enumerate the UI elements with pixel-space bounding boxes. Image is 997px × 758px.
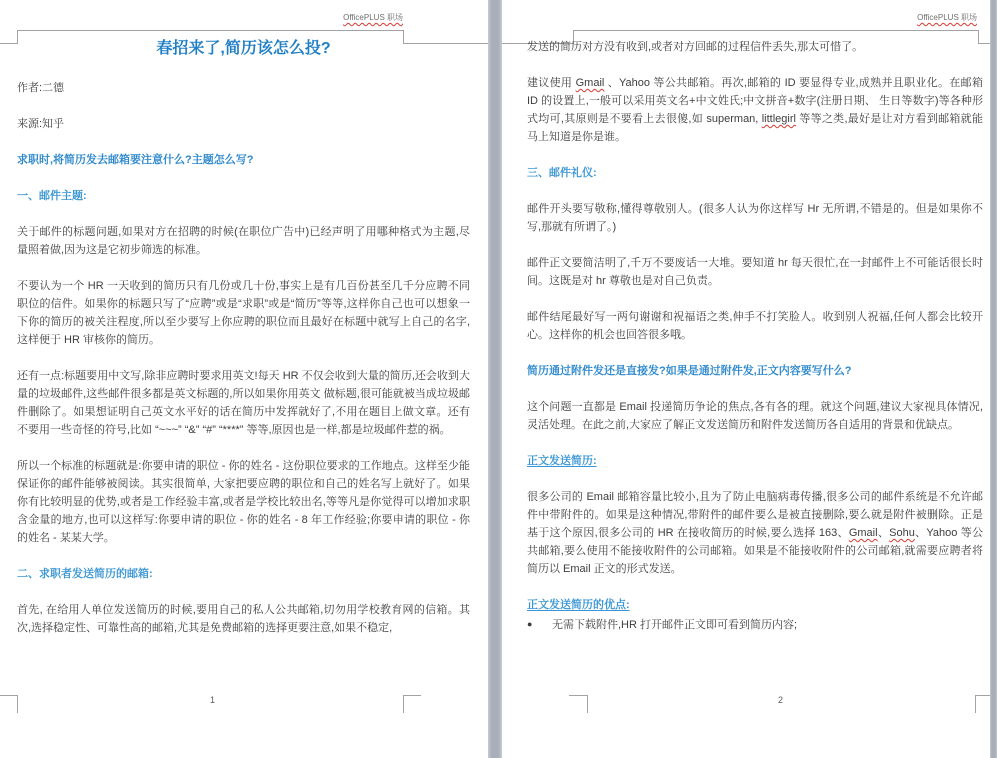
- document-title: 春招来了,简历该怎么投?: [156, 40, 331, 57]
- spellcheck-word: Sohu: [889, 527, 915, 539]
- question-heading: 求职时,将简历发去邮箱要注意什么?主题怎么写?: [17, 154, 254, 166]
- text-boundary-mark: [403, 695, 404, 713]
- document-page-1[interactable]: [0, 0, 488, 758]
- question-heading: 简历通过附件发还是直接发?如果是通过附件发,正文内容要写什么?: [527, 365, 852, 377]
- spellcheck-word: littlegirl: [761, 113, 796, 125]
- paragraph: 建议使用 Gmail 、Yahoo 等公共邮箱。再次,邮箱的 ID 要显得专业,成熟并且职业化。在邮箱 ID 的设置上,一般可以采用英文名+中文姓氏;中文拼音+数字(注册日期、 生日等数字)等各种形式均可,其原则是不要看上去很傻,如 superman, littlegirl 等等之类,最好是让对方看到邮箱就能马上知道是你是谁。: [527, 77, 983, 143]
- paragraph: 关于邮件的标题问题,如果对方在招聘的时候(在职位广告中)已经声明了用哪种格式为主题,尽量照着做,因为这是它初步筛选的标准。: [17, 226, 470, 256]
- section-heading: 一、邮件主题:: [17, 190, 87, 202]
- page-1-content: [0, 0, 488, 655]
- text-boundary-mark: [17, 695, 18, 713]
- text-boundary-mark: [587, 695, 588, 713]
- text-boundary-mark: [0, 695, 17, 696]
- spellcheck-word: Gmail: [575, 77, 605, 89]
- source-line: 来源:知乎: [17, 118, 65, 130]
- header-brand: OfficePLUS 职场: [343, 13, 403, 22]
- sub-heading: 正文发送简历:: [527, 455, 597, 467]
- text-boundary-mark: [403, 695, 421, 696]
- text-boundary-mark: [569, 695, 587, 696]
- page-2-content: [502, 0, 990, 652]
- paragraph: 这个问题一直都是 Email 投递简历争论的焦点,各有各的理。就这个问题,建议大家视具体情况,灵活处理。在此之前,大家应了解正文发送简历和附件发送简历各自适用的背景和优缺点。: [527, 401, 983, 431]
- page-number: 2: [778, 695, 784, 705]
- bullet-item: ● 无需下载附件,HR 打开邮件正文即可看到简历内容;: [527, 615, 983, 634]
- paragraph: 还有一点:标题要用中文写,除非应聘时要求用英文!每天 HR 不仅会收到大量的简历,还会收到大量的垃圾邮件,这些邮件很多都是英文标题的,所以如果你用英文 做标题,很可能就被当成垃圾邮件删除了。如果想证明自己英文水平好的话在简历中发挥就好了,不用在题目上做文章。还有不要用一些奇怪的符号,比如 “~~~” “&” “#” “****” 等等,原因也是一样,都是垃圾邮件惹的祸。: [17, 370, 470, 436]
- paragraph: 首先, 在给用人单位发送简历的时候,要用自己的私人公共邮箱,切勿用学校教育网的信箱。其次,选择稳定性、可靠性高的邮箱,尤其是免费邮箱的选择更要注意,如果不稳定,: [17, 604, 470, 634]
- page-gap: [488, 0, 502, 758]
- paragraph: 邮件结尾最好写一两句谢谢和祝福语之类,伸手不打笑脸人。收到别人祝福,任何人都会比较开心。这样你的机会也回答很多哦。: [527, 311, 983, 341]
- bullet-dot: ●: [527, 619, 533, 629]
- section-heading: 三、邮件礼仪:: [527, 167, 597, 179]
- paragraph: 不要认为一个 HR 一天收到的简历只有几份或几十份,事实上是有几百份甚至几千分应聘不同职位的信件。如果你的标题只写了“应聘”或是“求职”或是“简历”等等,这样你自己也可以想象一下你的简历的被关注程度,所以至少要写上你应聘的职位而且最好在标题中就写上自己的名字, 这样便于 HR 审核你的简历。: [17, 280, 470, 346]
- paragraph: 发送的简历对方没有收到,或者对方回邮的过程信件丢失,那太可惜了。: [527, 41, 864, 53]
- header-brand: OfficePLUS 职场: [917, 13, 977, 22]
- section-heading: 二、求职者发送简历的邮箱:: [17, 568, 153, 580]
- text-boundary-mark: [975, 695, 990, 696]
- paragraph: 很多公司的 Email 邮箱容量比较小,且为了防止电脑病毒传播,很多公司的邮件系统是不允许邮件中带附件的。如果是这种情况,带附件的邮件要么是被直接删除,要么就是附件被删除。正是基于这个原因,很多公司的 HR 在接收简历的时候,要么选择 163、Gmail、Sohu、Yahoo 等公共邮箱,要么使用不能接收附件的公司邮箱。如果是不能接收附件的公司邮箱,就需要应聘者将简历以 Email 正文的形式发送。: [527, 491, 983, 575]
- page-number: 1: [210, 695, 216, 705]
- paragraph: 邮件开头要写敬称,懂得尊敬别人。(很多人认为你这样写 Hr 无所谓,不错是的。但是如果你不写,那就有所谓了。): [527, 203, 983, 233]
- paragraph: 邮件正文要简洁明了,千万不要废话一大堆。要知道 hr 每天很忙,在一封邮件上不可能话很长时间。这既是对 hr 尊敬也是对自己负责。: [527, 257, 983, 287]
- text-boundary-mark: [975, 695, 976, 713]
- paragraph: 所以一个标准的标题就是:你要申请的职位 - 你的姓名 - 这份职位要求的工作地点。这样至少能保证你的邮件能够被阅读。其实很简单, 大家把要应聘的职位和自己的姓名写上就好了。如果你有比较明显的优势,或者是工作经验丰富,或者是学校比较出名,等等凡是你觉得可以增加求职含金量的地方,也可以这样写:你要申请的职位 - 你的姓名 - 8 年工作经验;你要申请的职位 - 你的姓名 - 某某大学。: [17, 460, 470, 544]
- viewport-right-gutter: [990, 0, 997, 758]
- document-page-2[interactable]: [502, 0, 990, 758]
- spellcheck-word: Gmail: [848, 527, 878, 539]
- author-line: 作者:二德: [17, 82, 65, 94]
- sub-heading: 正文发送简历的优点:: [527, 599, 630, 611]
